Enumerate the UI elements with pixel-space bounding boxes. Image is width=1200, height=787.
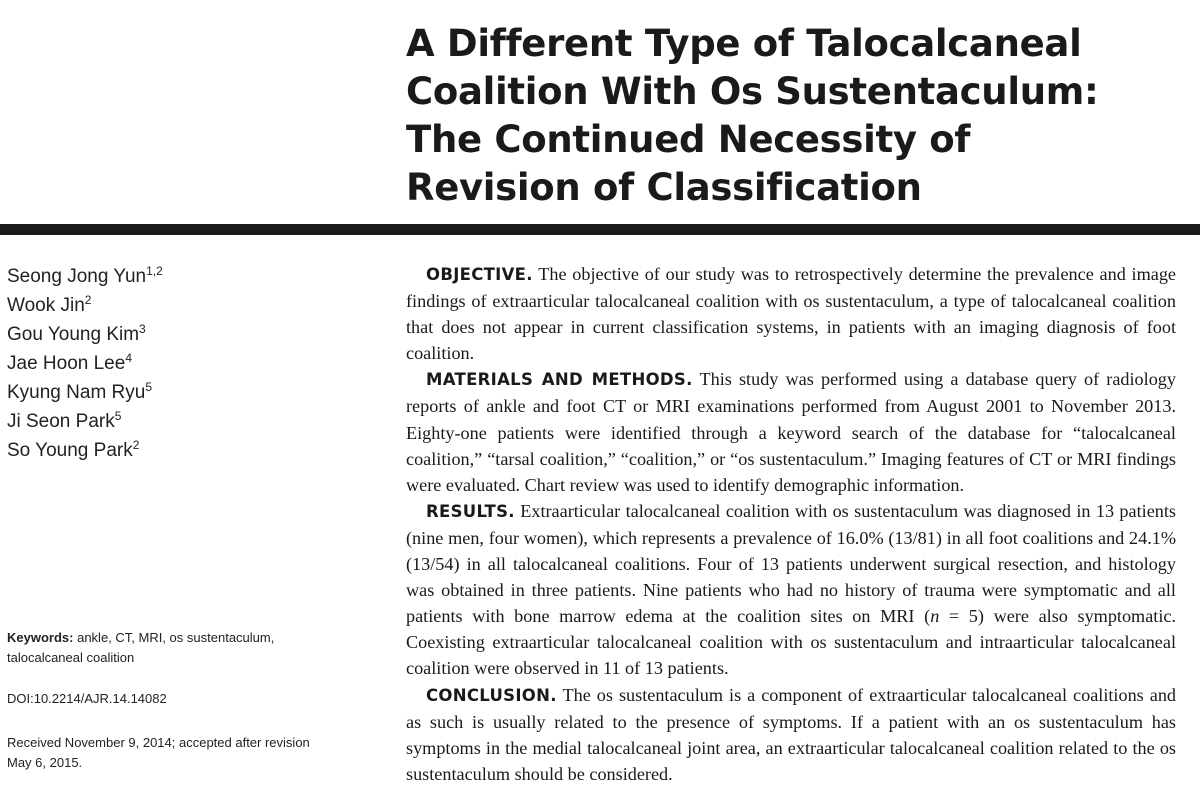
abstract-results: [406, 498, 1176, 682]
title-line: Revision of Classification: [406, 166, 922, 209]
keywords-text: ankle, CT, MRI, os sustentaculum,: [77, 630, 275, 645]
section-text-italic: n: [930, 606, 940, 627]
author-item: [7, 378, 387, 407]
title-line: Coalition With Os Sustentaculum:: [406, 70, 1099, 113]
author-item: [7, 320, 387, 349]
section-text: The os sustentaculum is a component of extraarticular talocalcaneal coalitions and as such is usually related to the presence of symptoms. If a patient with an os sustentaculum has symptoms in the medial talocalcaneal joint area, an extraarticular talocalcaneal coalition related to the os sustentaculum should be considered.: [406, 684, 1177, 784]
author-affiliation: 5: [145, 380, 153, 394]
author-name: Wook Jin: [7, 295, 85, 316]
author-list: [7, 262, 387, 465]
author-name: So Young Park: [7, 440, 133, 461]
author-affiliation: 4: [125, 351, 133, 365]
section-heading: RESULTS.: [426, 501, 515, 521]
author-name: Gou Young Kim: [7, 324, 140, 345]
author-item: [7, 349, 387, 378]
author-affiliation: 2: [132, 438, 140, 452]
author-name: Jae Hoon Lee: [7, 353, 126, 374]
section-heading: MATERIALS AND METHODS.: [426, 370, 693, 390]
abstract: [406, 261, 1176, 787]
keywords-text: talocalcaneal coalition: [7, 650, 135, 665]
author-item: [7, 407, 387, 436]
received-line: May 6, 2015.: [7, 755, 83, 770]
section-text: The objective of our study was to retrospectively determine the prevalence and image findings of extraarticular talocalcaneal coalition with os sustentaculum, a type of talocalcaneal coalition that does not appear in current classification systems, in patients with an imaging diagnosis of foot coalition.: [406, 264, 1176, 364]
section-heading: CONCLUSION.: [426, 685, 557, 705]
section-text: = 5) were also symptomatic. Coexisting extraarticular talocalcaneal coalition with os sustentaculum and intraarticular talocalcaneal coalition were observed in 11 of 13 patients.: [406, 606, 1176, 679]
section-text: This study was performed using a database query of radiology reports of ankle and foot CT or MRI examinations performed from August 2001 to November 2013. Eighty-one patients were identified through a keyword search of the database for “talocalcaneal coalition,” “tarsal coalition,” “coalition,” or “os sustentaculum.” Imaging features of CT or MRI findings were evaluated. Chart review was used to identify demographic information.: [406, 369, 1176, 495]
title-line: The Continued Necessity of: [406, 118, 971, 161]
section-heading: OBJECTIVE.: [426, 265, 533, 284]
abstract-objective: [406, 261, 1176, 366]
abstract-conclusion: [406, 682, 1176, 787]
author-name: Kyung Nam Ryu: [7, 382, 146, 403]
keywords: [7, 628, 387, 668]
author-name: Ji Seon Park: [7, 411, 115, 432]
author-affiliation: 1,2: [146, 264, 163, 278]
author-item: [7, 436, 387, 465]
section-text: Extraarticular talocalcaneal coalition with os sustentaculum was diagnosed in 13 patients (nine men, four women), which represents a prevalence of 16.0% (13/81) in all foot coalitions and 24.1% (13/54) in all talocalcaneal coalitions. Four of 13 patients underwent surgical resection, and histology was obtained in three patients. Nine patients who had no history of trauma were symptomatic and all patients with bone marrow edema at the coalition sites on MRI (: [406, 500, 1176, 627]
author-item: [7, 291, 387, 320]
author-affiliation: 3: [139, 322, 146, 336]
title-divider: [0, 224, 1200, 235]
author-affiliation: 2: [84, 293, 92, 307]
received-line: Received November 9, 2014; accepted after revision: [7, 735, 310, 750]
abstract-methods: [406, 366, 1176, 497]
title-line: A Different Type of Talocalcaneal: [406, 22, 1082, 65]
author-name: Seong Jong Yun: [7, 266, 147, 287]
received-dates: [7, 733, 387, 773]
doi: DOI:10.2214/AJR.14.14082: [7, 691, 167, 706]
author-item: [7, 262, 387, 291]
keywords-label: Keywords:: [7, 630, 74, 645]
author-affiliation: 5: [114, 409, 122, 423]
article-title: [406, 20, 1186, 212]
